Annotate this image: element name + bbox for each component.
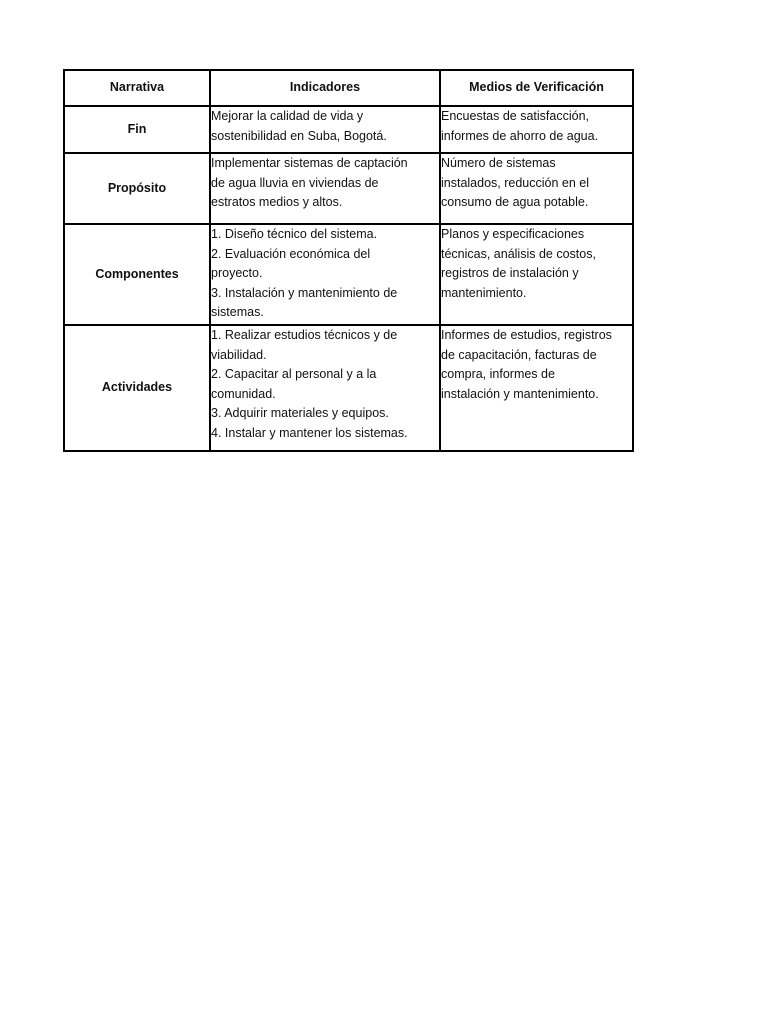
cell-line: Mejorar la calidad de vida y	[211, 109, 364, 123]
cell-line: viabilidad.	[211, 347, 267, 362]
cell-line: 2. Capacitar al personal y a la	[211, 367, 377, 382]
cell-line: consumo de agua potable.	[441, 195, 589, 210]
table-row	[64, 106, 633, 153]
cell-line: registros de instalación y	[441, 266, 579, 281]
indicadores-cell	[210, 153, 440, 224]
cell-line: estratos medios y altos.	[211, 195, 343, 210]
medios-cell	[440, 153, 633, 224]
header-row	[64, 70, 633, 106]
cell-line: 1. Realizar estudios técnicos y de	[211, 328, 398, 342]
cell-line: 2. Evaluación económica del	[211, 246, 371, 261]
indicadores-cell	[210, 325, 440, 451]
row-label-fin: Fin	[64, 106, 210, 153]
cell-line: instalación y mantenimiento.	[441, 386, 599, 401]
logical-framework-table	[63, 69, 634, 452]
table-row	[64, 153, 633, 224]
cell-line: proyecto.	[211, 266, 263, 281]
medios-cell	[440, 106, 633, 153]
cell-line: Número de sistemas	[441, 156, 556, 170]
cell-line: compra, informes de	[441, 367, 555, 382]
indicadores-cell	[210, 224, 440, 325]
cell-line: Encuestas de satisfacción,	[441, 109, 589, 123]
header-medios-verificacion: Medios de Verificación	[440, 70, 633, 106]
row-label-actividades: Actividades	[64, 325, 210, 451]
table-row	[64, 224, 633, 325]
cell-line: 3. Instalación y mantenimiento de	[211, 285, 398, 300]
cell-line: Implementar sistemas de captación	[211, 156, 408, 170]
cell-line: mantenimiento.	[441, 285, 527, 300]
cell-line: 3. Adquirir materiales y equipos.	[211, 406, 389, 421]
cell-line: sostenibilidad en Suba, Bogotá.	[211, 128, 387, 143]
header-indicadores: Indicadores	[210, 70, 440, 106]
row-label-proposito: Propósito	[64, 153, 210, 224]
cell-line: comunidad.	[211, 386, 276, 401]
cell-line: 4. Instalar y mantener los sistemas.	[211, 425, 408, 440]
cell-line: técnicas, análisis de costos,	[441, 246, 596, 261]
medios-cell	[440, 224, 633, 325]
cell-line: de agua lluvia en viviendas de	[211, 175, 379, 190]
table-row	[64, 325, 633, 451]
row-label-componentes: Componentes	[64, 224, 210, 325]
indicadores-cell	[210, 106, 440, 153]
medios-cell	[440, 325, 633, 451]
cell-line: de capacitación, facturas de	[441, 347, 597, 362]
cell-line: 1. Diseño técnico del sistema.	[211, 227, 378, 241]
cell-line: informes de ahorro de agua.	[441, 128, 599, 143]
header-narrativa: Narrativa	[64, 70, 210, 106]
cell-line: Informes de estudios, registros	[441, 328, 612, 342]
cell-line: Planos y especificaciones	[441, 227, 585, 241]
cell-line: sistemas.	[211, 305, 264, 320]
cell-line: instalados, reducción en el	[441, 175, 590, 190]
